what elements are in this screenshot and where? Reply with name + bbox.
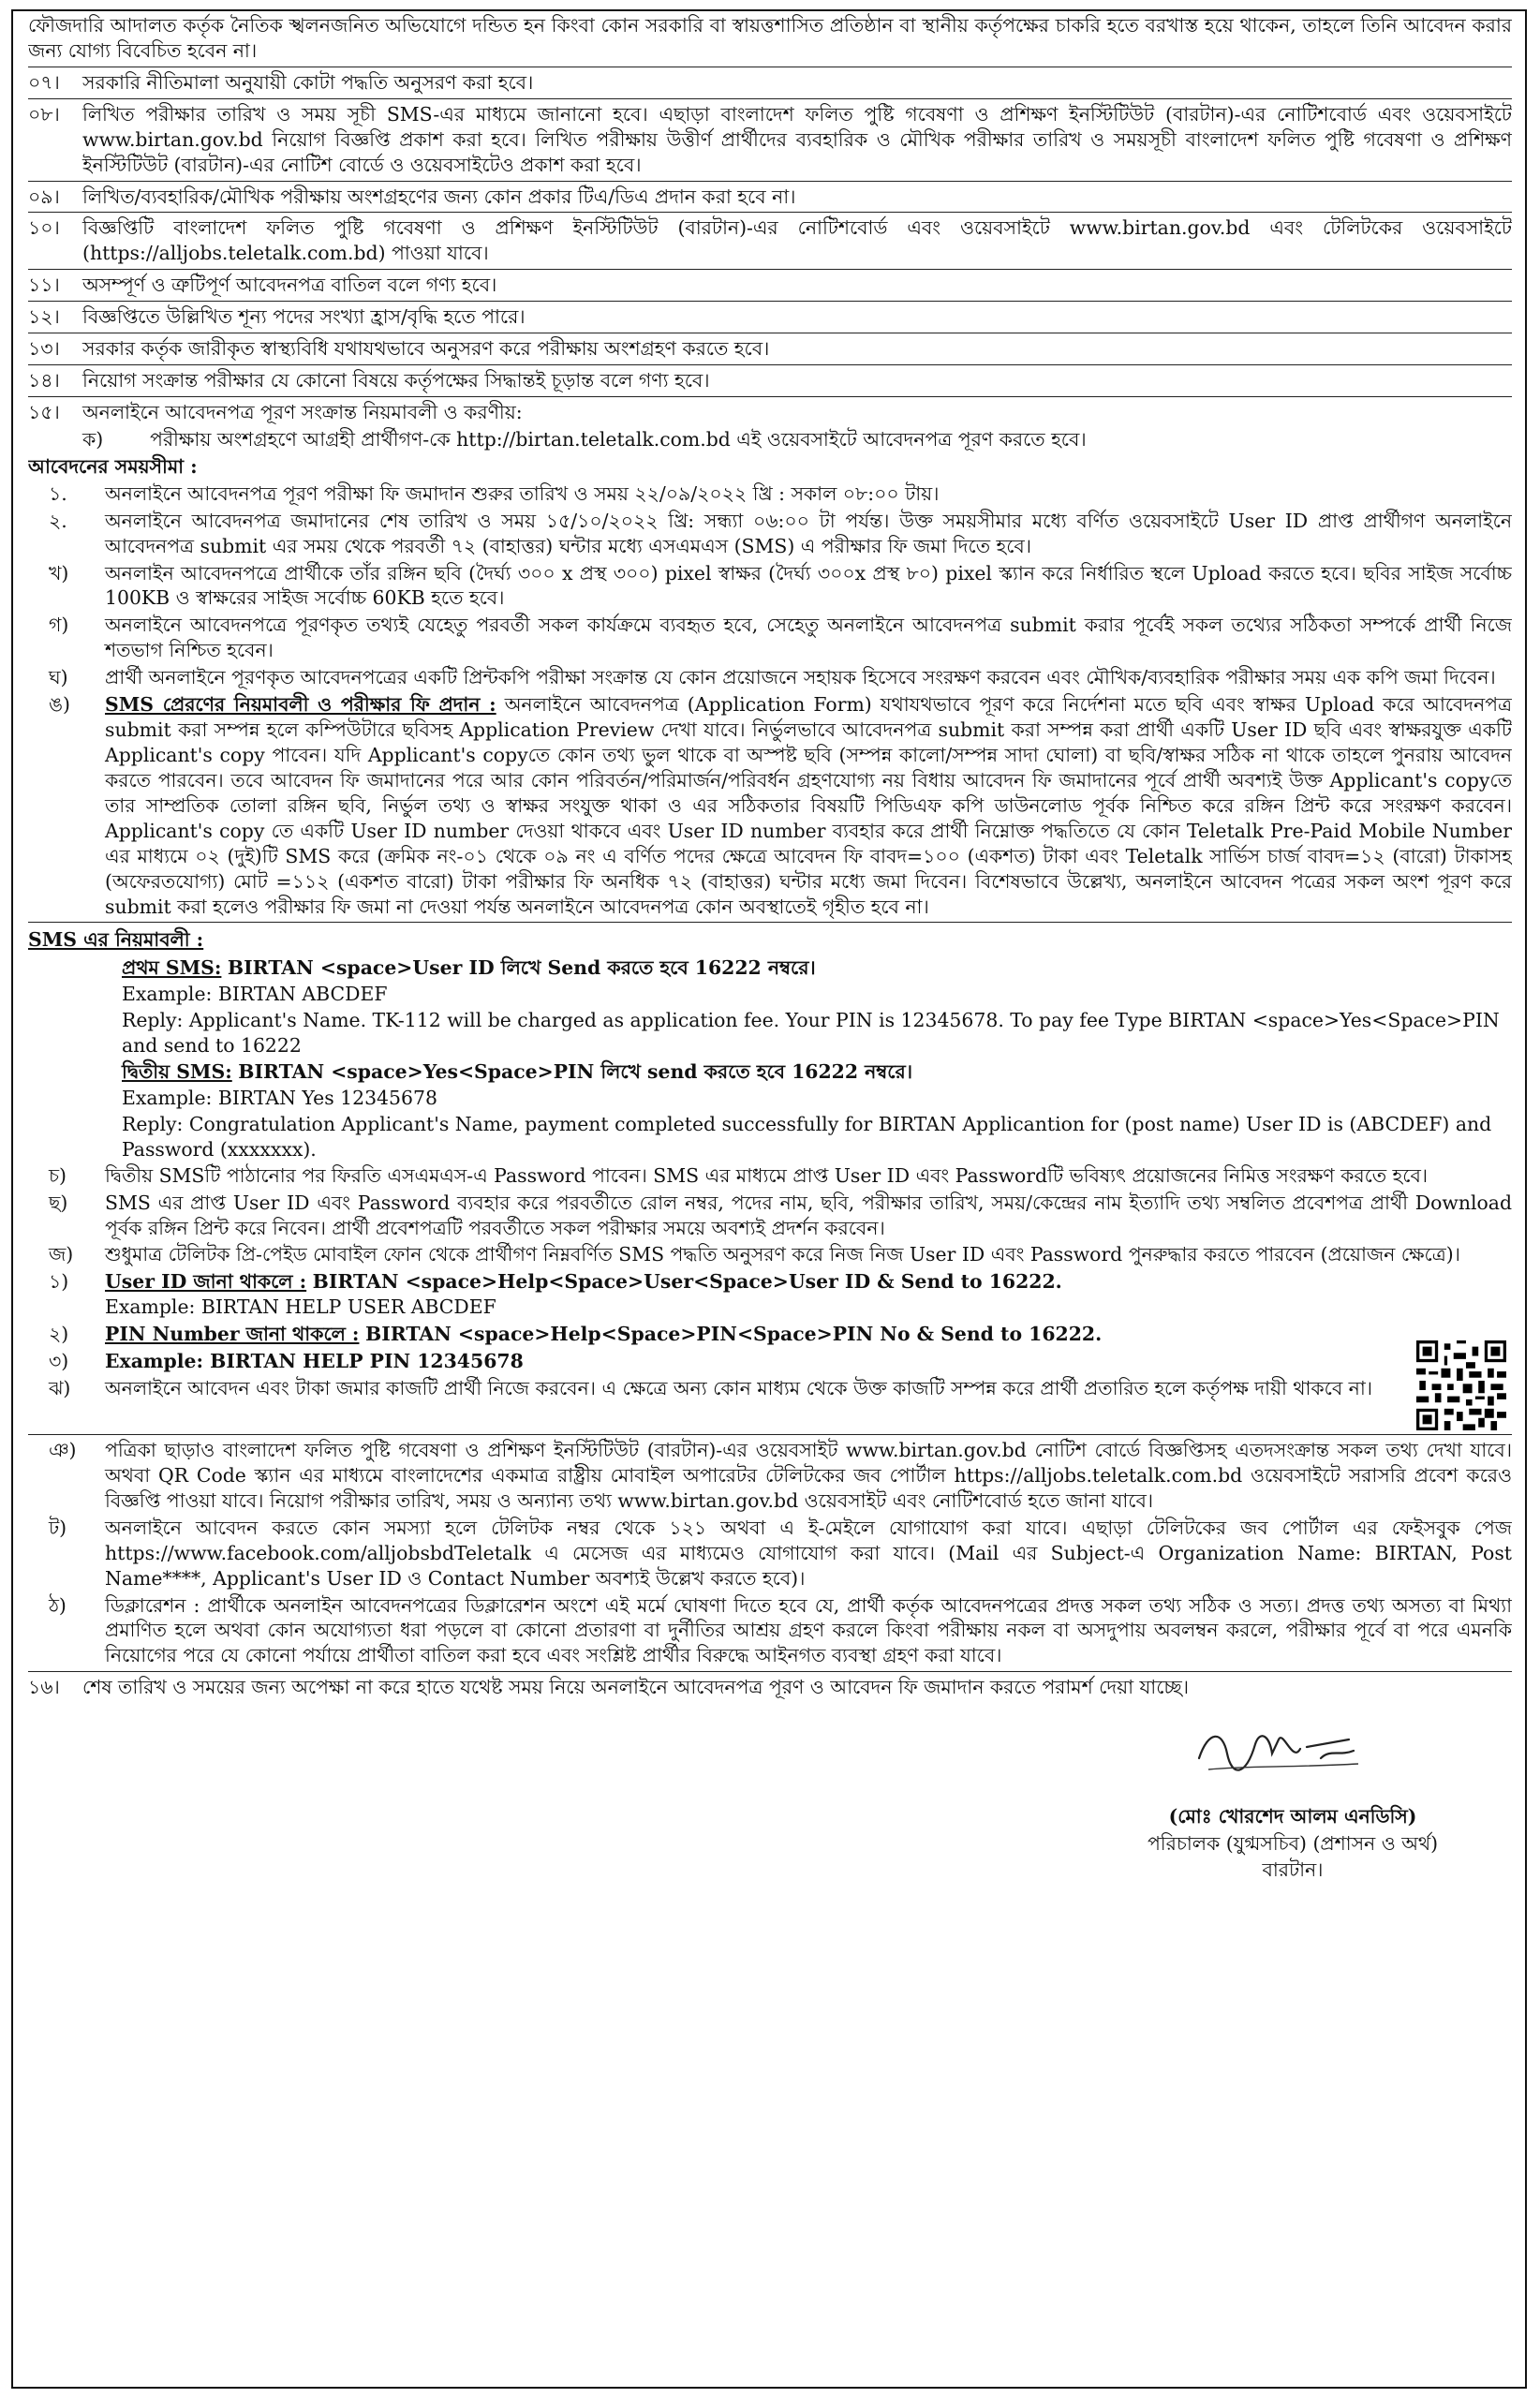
- item-14: ১৪। নিয়োগ সংক্রান্ত পরীক্ষার যে কোনো বিষয়ে কর্তৃপক্ষের সিদ্ধান্তই চূড়ান্ত বলে গণ্য হবে।: [28, 369, 710, 392]
- signatory-name: (মোঃ খোরশেদ আলম এনডিসি): [1168, 1805, 1417, 1828]
- sms-first-text: BIRTAN <space>User ID লিখে Send করতে হবে 16222 নম্বরে।: [227, 956, 816, 980]
- divider: [28, 181, 1512, 182]
- item-07: ০৭। সরকারি নীতিমালা অনুযায়ী কোটা পদ্ধতি অনুসরণ করা হবে।: [28, 70, 534, 94]
- divider: [28, 212, 1512, 213]
- divider: [28, 364, 1512, 365]
- notice-body: [28, 13, 1512, 2389]
- divider: [28, 922, 1512, 923]
- item-09: ০৯। লিখিত/ব্যবহারিক/মৌখিক পরীক্ষায় অংশগ্রহণের জন্য কোন প্রকার টিএ/ডিএ প্রদান করা হবে না।: [28, 185, 796, 208]
- after-sms-item: জ) শুধুমাত্র টেলিটক প্রি-পেইড মোবাইল ফোন থেকে প্রার্থীগণ নিম্নবর্ণিত SMS পদ্ধতি অনুসরণ করে নিজ নিজ User ID এবং Password পুনরুদ্ধার করতে পারবেন (প্রয়োজন ক্ষেত্রে)।: [49, 1243, 1460, 1266]
- sms-second-example: Example: BIRTAN Yes 12345678: [122, 1086, 437, 1109]
- divider: [28, 98, 1512, 99]
- sms-fee-item: ঙ) SMS প্রেরণের নিয়মাবলী ও পরীক্ষার ফি প্রদান : অনলাইনে আবেদনপত্র (Application Form) যথাযথভাবে পূরণ করে নির্দেশনা মতে ছবি এবং স্বাক্ষর Upload করে আবেদনপত্র submit করা সম্পন্ন হলে কম্পিউটারে ছবিসহ Application Preview দেখা যাবে। নির্ভুলভাবে আবেদনপত্র submit করা সম্পন্ন করা প্রার্থী একটি User ID ছবি এবং স্বাক্ষরযুক্ত একটি Applicant's copy পাবেন। যদি Applicant's copyতে কোন তথ্য ভুল থাকে বা অস্পষ্ট ছবি (সম্পন্ন কালো/সম্পন্ন সাদা ঘোলা) বা ছবি/স্বাক্ষর সঠিক না থাকে তাহলে পুনরায় আবেদন করতে পারবেন। তবে আবেদন ফি জমাদানের পরে আর কোন পরিবর্তন/পরিমার্জন/পরিবর্ধন গ্রহণযোগ্য নয় বিধায় আবেদন ফি জমাদানের পূর্বে প্রার্থী অবশ্যই উক্ত Applicant's copyতে তার সাম্প্রতিক তোলা রঙ্গিন ছবি, নির্ভুল তথ্য ও স্বাক্ষর সংযুক্ত থাকা ও এর সঠিকতার বিষয়টি পিডিএফ কপি ডাউনলোড পূর্বক নিশ্চিত করে রঙ্গিন প্রিন্ট করে সংরক্ষণ করবেন। Applicant's copy তে একটি User ID number দেওয়া থাকবে এবং User ID number ব্যবহার করে প্রার্থী নিম্নোক্ত পদ্ধতিতে যে কোন Teletalk Pre-Paid Mobile Number এর মাধ্যমে ০২ (দুই)টি SMS করে (ক্রমিক নং-০১ থেকে ০৯ নং এ বর্ণিত পদের ক্ষেত্রে আবেদন ফি বাবদ=১০০ (একশত) টাকা এবং Teletalk সার্ভিস চার্জ বাবদ=১২ (বারো) টাকাসহ (অফেরতযোগ্য) মোট =১১২ (একশত বারো) টাকা পরীক্ষার ফি অনধিক ৭২ (বাহাত্তর) ঘন্টার মধ্যে জমা দিবেন। বিশেষভাবে উল্লেখ্য, অনলাইনে আবেদন পত্রের সকল অংশ পূরণ করে submit করা হলেও পরীক্ষার ফি জমা না দেওয়া পর্যন্ত অনলাইনে আবেদনপত্র কোন অবস্থাতেই গৃহীত হবে না।: [49, 693, 1512, 918]
- item-12: ১২। বিজ্ঞপ্তিতে উল্লিখিত শূন্য পদের সংখ্যা হ্রাস/বৃদ্ধি হতে পারে।: [28, 305, 526, 329]
- deadline-item: ১. অনলাইনে আবেদনপত্র পূরণ পরীক্ষা ফি জমাদান শুরুর তারিখ ও সময় ২২/০৯/২০২২ খ্রি : সকাল ০৮:০০ টায়।: [49, 481, 940, 505]
- tail-item: ঞ) পত্রিকা ছাড়াও বাংলাদেশ ফলিত পুষ্টি গবেষণা ও প্রশিক্ষণ ইনস্টিটিউট (বারটান)-এর ওয়েবসাইট www.birtan.gov.bd নোটিশ বোর্ডে বিজ্ঞপ্তিসহ এতদসংক্রান্ত সকল তথ্য দেখা যাবে। অথবা QR Code স্ক্যান এর মাধ্যমে বাংলাদেশের একমাত্র রাষ্ট্রীয় মোবাইল অপারেটর টেলিটকের জব পোর্টাল https://alljobs.teletalk.com.bd ওয়েবসাইটে সরাসরি প্রবেশ করেও বিজ্ঞপ্তি পাওয়া যাবে। নিয়োগ পরীক্ষার তারিখ, সময় ও অন্যান্য তথ্য www.birtan.gov.bd ওয়েবসাইট এবং নোটিশবোর্ড হতে জানা যাবে।: [49, 1439, 1512, 1512]
- recovery-list: [28, 1269, 1512, 1401]
- divider: [28, 396, 1512, 397]
- recovery-user-id: ১) User ID জানা থাকলে : BIRTAN <space>Help<Space>User<Space>User ID & Send to 16222. Example: BIRTAN HELP USER ABCDEF: [49, 1270, 1062, 1319]
- after-sms-item: চ) দ্বিতীয় SMSটি পাঠানোর পর ফিরতি এসএমএস-এ Password পাবেন। SMS এর মাধ্যমে প্রাপ্ত User ID এবং Passwordটি ভবিষ্যৎ প্রয়োজনের নিমিত্ত সংরক্ষণ করতে হবে।: [49, 1163, 1429, 1187]
- divider: [28, 1434, 1512, 1435]
- sms-first-reply: Reply: Applicant's Name. TK-112 will be charged as application fee. Your PIN is 12345678. To pay fee Type BIRTAN <space>Yes<Space>PIN and send to 16222: [122, 1009, 1500, 1058]
- item-jh: ঝ) অনলাইনে আবেদন এবং টাকা জমার কাজটি প্রার্থী নিজে করবেন। এ ক্ষেত্রে অন্য কোন মাধ্যম থেকে উক্ত কাজটি সম্পন্ন করে প্রার্থী প্রতারিত হলে কর্তৃপক্ষ দায়ী থাকবে না।: [49, 1377, 1373, 1400]
- tail-item: ঠ) ডিক্লারেশন : প্রার্থীকে অনলাইন আবেদনপত্রের ডিক্লারেশন অংশে এই মর্মে ঘোষণা দিতে হবে যে, প্রার্থী কর্তৃক আবেদনপত্রের প্রদত্ত সকল তথ্য সঠিক ও সত্য। প্রদত্ত তথ্য অসত্য বা মিথ্যা প্রমাণিত হলে অথবা কোন অযোগ্যতা ধরা পড়লে বা কোনো প্রতারণা বা দুর্নীতির আশ্রয় গ্রহণ করলে কিংবা পরীক্ষায় নকল বা অসদুপায় অবলম্বন করলে, পরীক্ষার পূর্বে বা পরে এমনকি নিয়োগের পরে যে কোনো পর্যায়ে প্রার্থীতা বাতিল করা হবে এবং সংশ্লিষ্ট প্রার্থীর বিরুদ্ধে আইনগত ব্যবস্থা গ্রহণ করা যাবে।: [49, 1593, 1512, 1667]
- sms-fee-title: SMS প্রেরণের নিয়মাবলী ও পরীক্ষার ফি প্রদান :: [105, 693, 496, 717]
- deadline-heading: আবেদনের সময়সীমা :: [28, 454, 198, 478]
- sms-first-label: প্রথম SMS:: [122, 956, 222, 980]
- signature-lines: [1087, 1803, 1499, 1884]
- sms-second: [28, 1059, 1512, 1162]
- sms-second-reply: Reply: Congratulation Applicant's Name, payment completed successfully for BIRTAN Applicantion for (post name) User ID is (ABCDEF) and Password (xxxxxxx).: [122, 1112, 1492, 1161]
- sms-first-example: Example: BIRTAN ABCDEF: [122, 983, 388, 1006]
- numbered-items: [28, 70, 1512, 452]
- deadline-item: ঘ) প্রার্থী অনলাইনে পূরণকৃত আবেদনপত্রের একটি প্রিন্টকপি পরীক্ষা সংক্রান্ত যে কোন প্রয়োজনে সহায়ক হিসেবে সংরক্ষণ করবেন এবং মৌখিক/ব্যবহারিক পরীক্ষার সময় এক কপি জমা দিবেন।: [49, 666, 1496, 689]
- item-16: ১৬। শেষ তারিখ ও সময়ের জন্য অপেক্ষা না করে হাতে যথেষ্ট সময় নিয়ে অনলাইনে আবেদনপত্র পূরণ ও আবেদন ফি জমাদান করতে পরামর্শ দেয়া যাচ্ছে।: [28, 1676, 1190, 1699]
- recovery-pin: ২) PIN Number জানা থাকলে : BIRTAN <space>Help<Space>PIN<Space>PIN No & Send to 16222.: [49, 1323, 1103, 1346]
- after-sms-list: [28, 1163, 1512, 1268]
- signatory-org: বারটান।: [1262, 1858, 1324, 1882]
- signature-block: [28, 1702, 1512, 1927]
- divider: [28, 301, 1512, 302]
- sms-rules-heading: SMS এর নিয়মাবলী :: [28, 928, 204, 952]
- intro-paragraph: ফৌজদারি আদালত কর্তৃক নৈতিক স্খলনজনিত অভিযোগে দন্ডিত হন কিংবা কোন সরকারি বা স্বায়ত্তশাসিত প্রতিষ্ঠান বা স্থানীয় কর্তৃপক্ষের চাকরি হতে বরখাস্ত হয়ে থাকেন, তাহলে তিনি আবেদন করার জন্য যোগ্য বিবেচিত হবেন না।: [28, 14, 1512, 62]
- signature-icon: [1190, 1711, 1377, 1786]
- item-11: ১১। অসম্পূর্ণ ও ত্রুটিপূর্ণ আবেদনপত্র বাতিল বলে গণ্য হবে।: [28, 274, 497, 297]
- item-13: ১৩। সরকার কর্তৃক জারীকৃত স্বাস্থ্যবিধি যথাযথভাবে অনুসরণ করে পরীক্ষায় অংশগ্রহণ করতে হবে।: [28, 337, 770, 361]
- item-15-a: ক) পরীক্ষায় অংশগ্রহণে আগ্রহী প্রার্থীগণ-কে http://birtan.teletalk.com.bd এই ওয়েবসাইটে আবেদনপত্র পূরণ করতে হবে।: [82, 427, 1087, 451]
- divider: [28, 1671, 1512, 1672]
- deadline-item: ২. অনলাইনে আবেদনপত্র জমাদানের শেষ তারিখ ও সময় ১৫/১০/২০২২ খ্রি: সন্ধ্যা ০৬:০০ টা পর্যন্ত। উক্ত সময়সীমার মধ্যে বর্ণিত ওয়েবসাইটে User ID প্রাপ্ত প্রার্থীগণ অনলাইনে আবেদনপত্র submit এর সময় থেকে পরবর্তী ৭২ (বাহাত্তর) ঘন্টার মধ্যে এসএমএস (SMS) এ পরীক্ষার ফি জমা দিতে হবে।: [49, 509, 1512, 557]
- item-10: ১০। বিজ্ঞপ্তিটি বাংলাদেশ ফলিত পুষ্টি গবেষণা ও প্রশিক্ষণ ইনস্টিটিউট (বারটান)-এর নোটিশবোর্ড এবং ওয়েবসাইটে www.birtan.gov.bd এবং টেলিটকের ওয়েবসাইটে (https://alljobs.teletalk.com.bd) পাওয়া যাবে।: [28, 216, 1512, 265]
- recovery-example: ৩) Example: BIRTAN HELP PIN 12345678: [49, 1350, 524, 1373]
- after-sms-item: ছ) SMS এর প্রাপ্ত User ID এবং Password ব্যবহার করে পরবর্তীতে রোল নম্বর, পদের নাম, ছবি, পরীক্ষার তারিখ, সময়/কেন্দ্রের নাম ইত্যাদি তথ্য সম্বলিত প্রবেশপত্র প্রার্থী Download পূর্বক রঙ্গিন প্রিন্ট করে নিবেন। প্রার্থী প্রবেশপত্রটি পরবর্তীতে সকল পরীক্ষার সময়ে অবশ্যই প্রদর্শন করবেন।: [49, 1191, 1512, 1239]
- sms-first: [28, 955, 1512, 1058]
- deadline-list: [28, 481, 1512, 920]
- qr-code-icon[interactable]: [1416, 1340, 1506, 1430]
- sms-fee-text: অনলাইনে আবেদনপত্র (Application Form) যথাযথভাবে পূরণ করে নির্দেশনা মতে ছবি এবং স্বাক্ষর Upload করে আবেদনপত্র submit করা সম্পন্ন হলে কম্পিউটারে ছবিসহ Application Preview দেখা যাবে। নির্ভুলভাবে আবেদনপত্র submit করা সম্পন্ন করা প্রার্থী একটি User ID ছবি এবং স্বাক্ষরযুক্ত একটি Applicant's copy পাবেন। যদি Applicant's copyতে কোন তথ্য ভুল থাকে বা অস্পষ্ট ছবি (সম্পন্ন কালো/সম্পন্ন সাদা ঘোলা) বা ছবি/স্বাক্ষর সঠিক না থাকে তাহলে পুনরায় আবেদন করতে পারবেন। তবে আবেদন ফি জমাদানের পরে আর কোন পরিবর্তন/পরিমার্জন/পরিবর্ধন গ্রহণযোগ্য নয় বিধায় আবেদন ফি জমাদানের পূর্বে প্রার্থী অবশ্যই উক্ত Applicant's copyতে তার সাম্প্রতিক তোলা রঙ্গিন ছবি, নির্ভুল তথ্য ও স্বাক্ষর সংযুক্ত থাকা ও এর সঠিকতার বিষয়টি পিডিএফ কপি ডাউনলোড পূর্বক নিশ্চিত করে রঙ্গিন প্রিন্ট করে সংরক্ষণ করবেন। Applicant's copy তে একটি User ID number দেওয়া থাকবে এবং User ID number ব্যবহার করে প্রার্থী নিম্নোক্ত পদ্ধতিতে যে কোন Teletalk Pre-Paid Mobile Number এর মাধ্যমে ০২ (দুই)টি SMS করে (ক্রমিক নং-০১ থেকে ০৯ নং এ বর্ণিত পদের ক্ষেত্রে আবেদন ফি বাবদ=১০০ (একশত) টাকা এবং Teletalk সার্ভিস চার্জ বাবদ=১২ (বারো) টাকাসহ (অফেরতযোগ্য) মোট =১১২ (একশত বারো) টাকা পরীক্ষার ফি অনধিক ৭২ (বাহাত্তর) ঘন্টার মধ্যে জমা দিবেন। বিশেষভাবে উল্লেখ্য, অনলাইনে আবেদন পত্রের সকল অংশ পূরণ করে submit করা হলেও পরীক্ষার ফি জমা না দেওয়া পর্যন্ত অনলাইনে আবেদনপত্র কোন অবস্থাতেই গৃহীত হবে না।: [105, 693, 1512, 918]
- sms-second-text: BIRTAN <space>Yes<Space>PIN লিখে send করতে হবে 16222 নম্বরে।: [238, 1060, 913, 1084]
- item-08: ০৮। লিখিত পরীক্ষার তারিখ ও সময় সূচী SMS-এর মাধ্যমে জানানো হবে। এছাড়া বাংলাদেশ ফলিত পুষ্টি গবেষণা ও প্রশিক্ষণ ইনস্টিটিউট (বারটান)-এর নোটিশবোর্ড এবং ওয়েবসাইটে www.birtan.gov.bd নিয়োগ বিজ্ঞপ্তি প্রকাশ করা হবে। লিখিত পরীক্ষায় উত্তীর্ণ প্রার্থীদের ব্যবহারিক ও মৌখিক পরীক্ষার তারিখ ও সময়সূচী বাংলাদেশ ফলিত পুষ্টি গবেষণা ও প্রশিক্ষণ ইনস্টিটিউট (বারটান)-এর নোটিশ বোর্ডে ও ওয়েবসাইটেও প্রকাশ করা হবে।: [28, 102, 1512, 176]
- deadline-item: গ) অনলাইনে আবেদনপত্রে পূরণকৃত তথ্যই যেহেতু পরবর্তী সকল কার্যক্রমে ব্যবহৃত হবে, সেহেতু অনলাইনে আবেদনপত্র submit করার পূর্বেই সকল তথ্যের সঠিকতা সম্পর্কে প্রার্থী নিজে শতভাগ নিশ্চিত হবেন।: [49, 614, 1512, 662]
- deadline-item: খ) অনলাইন আবেদনপত্রে প্রার্থীকে তাঁর রঙ্গিন ছবি (দৈর্ঘ্য ৩০০ x প্রস্থ ৩০০) pixel স্বাক্ষর (দৈর্ঘ্য ৩০০x প্রস্থ ৮০) pixel স্ক্যান করে নির্ধারিত স্থলে Upload করতে হবে। ছবির সাইজ সর্বোচ্চ 100KB ও স্বাক্ষরের সাইজ সর্বোচ্চ 60KB হতে হবে।: [49, 561, 1512, 610]
- tail-item: ট) অনলাইনে আবেদন করতে কোন সমস্যা হলে টেলিটক নম্বর থেকে ১২১ অথবা এ ই-মেইলে যোগাযোগ করা যাবে। এছাড়া টেলিটকের জব পোর্টাল এর ফেইসবুক পেজ https://www.facebook.com/alljobsbdTeletalk এ মেসেজ এর মাধ্যমেও যোগাযোগ করা যাবে। (Mail এর Subject-এ Organization Name: BIRTAN, Post Name****, Applicant's User ID ও Contact Number অবশ্যই উল্লেখ করতে হবে)।: [49, 1516, 1512, 1590]
- signatory-title: পরিচালক (যুগ্মসচিব) (প্রশাসন ও অর্থ): [1147, 1831, 1439, 1855]
- tail-list: [28, 1438, 1512, 1668]
- sms-second-label: দ্বিতীয় SMS:: [122, 1060, 232, 1084]
- divider: [28, 269, 1512, 270]
- item-15: ১৫। অনলাইনে আবেদনপত্র পূরণ সংক্রান্ত নিয়মাবলী ও করণীয়:: [28, 400, 523, 423]
